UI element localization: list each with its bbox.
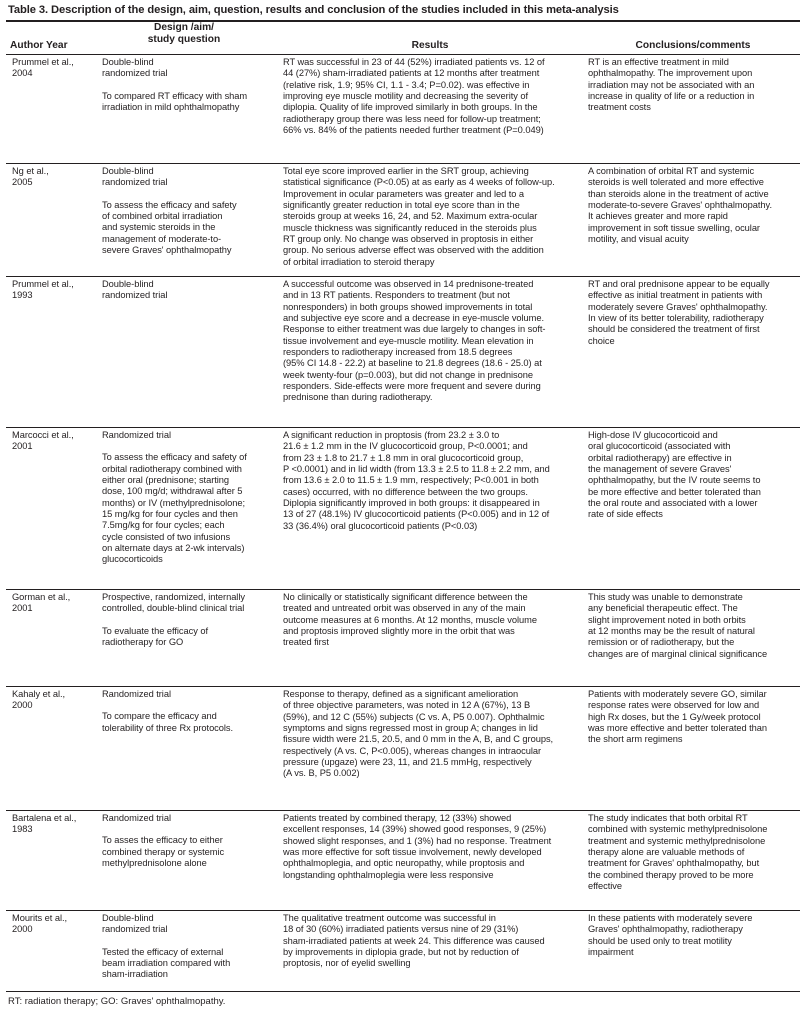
design-line: Double-blind	[102, 913, 154, 923]
design-line: Randomized trial	[102, 430, 171, 440]
results-cell	[283, 913, 579, 970]
results-line: statistical significance (P<0.05) at as early as 4 weeks of follow-up.	[283, 177, 555, 188]
conclusions-line: motility, and visual acuity	[588, 234, 689, 245]
conclusions-line: was more effective and better tolerated than	[588, 723, 768, 734]
results-line: week twenty-four (p=0.003), but did not change in prednisone	[283, 369, 533, 380]
header-rule	[6, 54, 800, 55]
aim-line: radiotherapy for GO	[102, 637, 184, 648]
conclusions-line: ophthalmopathy, but the IV route seems to	[588, 475, 761, 486]
header-conclusions: Conclusions/comments	[635, 40, 751, 51]
results-line: nonresponders) in both groups showed improvements in total	[283, 301, 533, 312]
aim-line: dose, 100 mg/d; withdrawal after 5	[102, 486, 243, 497]
design-aim-cell	[102, 813, 284, 869]
results-cell	[283, 57, 579, 136]
aim-line: tolerability of three Rx protocols.	[102, 722, 234, 733]
aim-line: severe Graves' ophthalmopathy	[102, 245, 232, 256]
results-line: improving eye muscle motility and decreasing the severity of	[283, 91, 529, 102]
results-line: 66% vs. 84% of the patients needed further treatment (P=0.049)	[283, 125, 544, 136]
results-cell	[283, 166, 579, 268]
conclusions-line: ophthalmopathy. The improvement upon	[588, 68, 753, 79]
header-design-line2: study question	[147, 34, 221, 45]
author-year-line: 1983	[12, 824, 33, 835]
design-aim-cell	[102, 913, 284, 981]
aim-line: glucocorticoids	[102, 554, 163, 565]
results-line: Patients treated by combined therapy, 12 (33%) showed	[283, 813, 512, 823]
results-line: diplopia. Quality of life improved similarly in both groups. In the	[283, 102, 538, 113]
results-line: RT was successful in 23 of 44 (52%) irradiated patients vs. 12 of	[283, 57, 545, 67]
design-line: Prospective, randomized, internally	[102, 592, 245, 602]
author-year-cell	[12, 279, 96, 302]
row-divider	[6, 276, 800, 277]
conclusions-line: response rates were observed for low and	[588, 700, 760, 711]
aim-line: of combined orbital irradiation	[102, 211, 223, 222]
results-line: and in 13 RT patients. Responders to treatment (but not	[283, 290, 510, 301]
author-year-cell	[12, 166, 96, 189]
cell-spacer	[102, 936, 284, 947]
conclusions-line: therapy alone are valuable methods of	[588, 847, 745, 858]
header-design-line1: Design /aim/	[153, 22, 214, 33]
cell-spacer	[102, 189, 284, 200]
author-year-line: Kahaly et al.,	[12, 689, 66, 699]
results-line: proptosis, nor of eyelid swelling	[283, 958, 411, 969]
header-results: Results	[411, 40, 449, 51]
author-year-line: Marcocci et al.,	[12, 430, 74, 440]
aim-line: either oral (prednisone; starting	[102, 475, 230, 486]
cell-spacer	[102, 824, 284, 835]
conclusions-line: should be considered the treatment of first	[588, 324, 760, 335]
conclusions-line: moderate-to-severe Graves' ophthalmopathy.	[588, 200, 772, 211]
design-line: randomized trial	[102, 177, 168, 188]
results-line: of orbital irradiation to steroid therapy	[283, 256, 435, 267]
conclusions-line: choice	[588, 335, 615, 346]
results-line: by improvements in diplopia grade, but not by reduction of	[283, 947, 519, 958]
results-line: significantly greater reduction in total eye score than in the	[283, 200, 520, 211]
conclusions-line: rate of side effects	[588, 509, 663, 520]
conclusions-cell	[588, 813, 800, 892]
design-aim-cell	[102, 57, 284, 113]
results-line: from 23 ± 1.8 to 21.7 ± 1.8 mm in oral glucocorticoid group,	[283, 452, 524, 463]
conclusions-line: In these patients with moderately severe	[588, 913, 753, 923]
conclusions-line: High-dose IV glucocorticoid and	[588, 430, 718, 440]
results-line: Improvement in ocular parameters was greater and led to a	[283, 188, 525, 199]
author-year-line: 2000	[12, 924, 33, 935]
results-line: pressure (upgaze) were 23, 11, and 21.5 mmHg, respectively	[283, 757, 532, 768]
author-year-cell	[12, 592, 96, 615]
row-divider	[6, 427, 800, 428]
design-aim-cell	[102, 592, 284, 648]
conclusions-cell	[588, 279, 800, 347]
aim-line: 15 mg/kg for four cycles and then	[102, 509, 238, 520]
conclusions-line: Graves' ophthalmopathy, radiotherapy	[588, 924, 743, 935]
aim-line: To evaluate the efficacy of	[102, 625, 208, 636]
design-line: randomized trial	[102, 68, 168, 79]
aim-line: methylprednisolone alone	[102, 858, 207, 869]
aim-line: combined therapy or systemic	[102, 846, 225, 857]
author-year-line: 2000	[12, 700, 33, 711]
aim-line: irradiation in mild ophthalmopathy	[102, 102, 240, 113]
conclusions-cell	[588, 592, 800, 660]
conclusions-line: RT and oral prednisone appear to be equally	[588, 279, 770, 289]
conclusions-line: oral glucocorticoid (associated with	[588, 441, 731, 452]
design-line: Double-blind	[102, 57, 154, 67]
results-line: (59%), and 12 C (55%) subjects (C vs. A, P5 0.007). Ophthalmic	[283, 711, 545, 722]
conclusions-cell	[588, 166, 800, 245]
results-line: Response to either treatment was due largely to changes in soft-	[283, 324, 546, 335]
author-year-line: Prummel et al.,	[12, 279, 74, 289]
aim-line: To assess the efficacy and safety of	[102, 452, 247, 463]
design-aim-cell	[102, 689, 284, 734]
conclusions-line: improvement in soft tissue swelling, ocular	[588, 222, 760, 233]
results-cell	[283, 689, 579, 780]
author-year-line: Mourits et al.,	[12, 913, 68, 923]
design-line: randomized trial	[102, 290, 168, 301]
conclusions-line: orbital radiotherapy) are effective in	[588, 452, 732, 463]
results-line: (A vs. B, P5 0.002)	[283, 768, 360, 779]
results-line: RT group only. No change was observed in proptosis in either	[283, 234, 534, 245]
conclusions-line: the management of severe Graves'	[588, 464, 732, 475]
results-line: and subjective eye score and a decrease in eye-muscle volume.	[283, 313, 545, 324]
conclusions-line: treatment and systemic methylprednisolone	[588, 835, 766, 846]
results-line: prednisone than during radiotherapy.	[283, 392, 433, 403]
results-line: longstanding ophthalmoplegia were less responsive	[283, 869, 494, 880]
conclusions-line: A combination of orbital RT and systemic	[588, 166, 755, 176]
results-line: A successful outcome was observed in 14 prednisone-treated	[283, 279, 534, 289]
results-line: fissure width were 21.5, 20.5, and 0 mm in the A, B, and C groups,	[283, 734, 554, 745]
row-divider	[6, 589, 800, 590]
results-line: 13 of 27 (48.1%) IV glucocorticoid patients (P<0.005) and in 12 of	[283, 509, 550, 520]
results-line: (95% CI 14.8 - 22.2) at baseline to 21.8 degrees (18.6 - 25.0) at	[283, 358, 542, 369]
results-line: radiotherapy group there was less need for follow-up treatment;	[283, 113, 541, 124]
conclusions-cell	[588, 57, 800, 114]
conclusions-line: remission or of radiotherapy, but the	[588, 637, 735, 648]
cell-spacer	[102, 441, 284, 452]
results-line: (relative risk, 1.9; 95% CI, 1.1 - 3.4; P=0.02). was effective in	[283, 79, 530, 90]
results-line: Response to therapy, defined as a significant amelioration	[283, 689, 519, 699]
results-line: showed slight responses, and 1 (3%) had no response. Treatment	[283, 835, 552, 846]
conclusions-line: changes are of marginal clinical significance	[588, 648, 768, 659]
results-line: group. No serious adverse effect was observed with the addition	[283, 245, 544, 256]
cell-spacer	[102, 80, 284, 91]
conclusions-line: effective as initial treatment in patients with	[588, 290, 763, 301]
conclusions-line: any beneficial therapeutic effect. The	[588, 603, 738, 614]
author-year-line: Ng et al.,	[12, 166, 49, 176]
cell-spacer	[102, 615, 284, 626]
conclusions-line: increase in quality of life or a reduction in	[588, 91, 755, 102]
conclusions-line: high Rx doses, but the 1 Gy/week protocol	[588, 711, 761, 722]
results-line: Diplopia significantly improved in both groups: it disappeared in	[283, 498, 540, 509]
author-year-line: 2004	[12, 68, 33, 79]
author-year-cell	[12, 913, 96, 936]
conclusions-line: It achieves greater and more rapid	[588, 211, 728, 222]
aim-line: 7.5mg/kg for four cycles; each	[102, 520, 225, 531]
conclusions-line: In view of its better tolerability, radiotherapy	[588, 313, 764, 324]
results-line: treated and untreated orbit was observed in any of the main	[283, 603, 526, 614]
conclusions-line: the short arm regimens	[588, 734, 683, 745]
conclusions-line: effective	[588, 881, 623, 892]
results-line: A significant reduction in proptosis (from 23.2 ± 3.0 to	[283, 430, 500, 440]
results-cell	[283, 592, 579, 649]
results-cell	[283, 430, 579, 532]
results-line: P <0.0001) and in lid width (from 13.3 ± 2.5 to 11.8 ± 2.2 mm, and	[283, 464, 550, 475]
bottom-rule	[6, 991, 800, 992]
conclusions-cell	[588, 913, 800, 958]
aim-line: To assess the efficacy and safety	[102, 199, 237, 210]
conclusions-line: irradiation may not be associated with an	[588, 79, 755, 90]
results-line: ophthalmoplegia, and optic neuropathy, while proptosis and	[283, 858, 525, 869]
results-line: and proptosis improved slightly more in the orbit that was	[283, 626, 515, 637]
aim-line: sham-irradiation	[102, 969, 168, 980]
conclusions-line: combined with systemic methylprednisolone	[588, 824, 768, 835]
row-divider	[6, 910, 800, 911]
aim-line: orbital radiotherapy combined with	[102, 463, 242, 474]
results-line: from 13.6 ± 2.0 to 11.5 ± 1.9 mm, respectively; P<0.001 in both	[283, 475, 539, 486]
design-aim-cell	[102, 279, 284, 302]
results-line: excellent responses, 14 (39%) showed good responses, 9 (25%)	[283, 824, 547, 835]
conclusions-line: steroids is well tolerated and more effective	[588, 177, 764, 188]
aim-line: cycle consisted of two infusions	[102, 531, 231, 542]
row-divider	[6, 810, 800, 811]
design-aim-cell	[102, 166, 284, 256]
author-year-line: Bartalena et al.,	[12, 813, 77, 823]
results-line: The qualitative treatment outcome was successful in	[283, 913, 496, 923]
conclusions-line: should be used only to treat motility	[588, 935, 732, 946]
results-line: 33 (36.4%) oral glucocorticoid patients (P<0.03)	[283, 520, 478, 531]
author-year-cell	[12, 689, 96, 712]
header-design	[102, 22, 266, 46]
aim-line: To asses the efficacy to either	[102, 835, 223, 846]
author-year-line: 1993	[12, 290, 33, 301]
conclusions-line: treatment for Graves' ophthalmopathy, but	[588, 858, 760, 869]
results-line: of three objective parameters, was noted in 12 A (67%), 13 B	[283, 700, 531, 711]
author-year-line: Prummel et al.,	[12, 57, 74, 67]
results-line: muscle thickness was significantly reduced in the steroids plus	[283, 222, 537, 233]
conclusions-line: The study indicates that both orbital RT	[588, 813, 748, 823]
results-line: 21.6 ± 1.2 mm in the IV glucocorticoid group, P<0.0001; and	[283, 441, 528, 452]
results-line: respectively (A vs. C, P<0.005), whereas changes in intraocular	[283, 745, 542, 756]
author-year-line: 2001	[12, 441, 33, 452]
design-line: Double-blind	[102, 166, 154, 176]
conclusions-line: the oral route and associated with a lower	[588, 498, 758, 509]
results-line: steroids group at weeks 16, 24, and 52. Maximum extra-ocular	[283, 211, 538, 222]
author-year-cell	[12, 813, 96, 836]
results-line: was more effective for soft tissue involvement, newly developed	[283, 847, 542, 858]
results-line: Total eye score improved earlier in the SRT group, achieving	[283, 166, 529, 176]
conclusions-line: RT is an effective treatment in mild	[588, 57, 729, 67]
design-line: Randomized trial	[102, 689, 171, 699]
results-line: responders. Side-effects were more frequent and severe during	[283, 381, 541, 392]
aim-line: months) or IV (methylprednisolone;	[102, 497, 245, 508]
table-caption: Table 3. Description of the design, aim, question, results and conclusion of the studies included in this meta-analysis	[8, 4, 619, 16]
conclusions-cell	[588, 430, 800, 521]
results-line: symptoms and signs regressed most in group A; changes in lid	[283, 723, 538, 734]
design-line: Randomized trial	[102, 813, 171, 823]
aim-line: beam irradiation compared with	[102, 958, 231, 969]
aim-line: To compare the efficacy and	[102, 711, 217, 722]
conclusions-line: Patients with moderately severe GO, similar	[588, 689, 767, 699]
conclusions-line: treatment costs	[588, 102, 651, 113]
design-aim-cell	[102, 430, 284, 566]
conclusions-line: impairment	[588, 947, 634, 958]
aim-line: To compared RT efficacy with sham	[102, 90, 248, 101]
results-line: cases) occurred, with no difference between the two groups.	[283, 486, 528, 497]
conclusions-line: moderately severe Graves' ophthalmopathy.	[588, 301, 768, 312]
design-line: controlled, double-blind clinical trial	[102, 603, 245, 614]
cell-spacer	[102, 700, 284, 711]
conclusions-cell	[588, 689, 800, 746]
results-line: tissue involvement and eye-muscle motility. Mean elevation in	[283, 335, 534, 346]
aim-line: on alternate days at 2-wk intervals)	[102, 543, 245, 554]
design-line: Double-blind	[102, 279, 154, 289]
table-footnote: RT: radiation therapy; GO: Graves' ophthalmopathy.	[8, 996, 226, 1007]
conclusions-line: at 12 months may be the result of natural	[588, 626, 755, 637]
results-line: responders to radiotherapy increased from 18.5 degrees	[283, 347, 513, 358]
conclusions-line: slight improvement noted in both orbits	[588, 614, 746, 625]
aim-line: Tested the efficacy of external	[102, 946, 224, 957]
row-divider	[6, 163, 800, 164]
results-line: 18 of 30 (60%) irradiated patients versus nine of 29 (31%)	[283, 924, 519, 935]
aim-line: and systemic steroids in the	[102, 222, 216, 233]
author-year-line: 2001	[12, 603, 33, 614]
conclusions-line: the combined therapy proved to be more	[588, 869, 754, 880]
header-author-year: Author Year	[10, 40, 68, 51]
author-year-cell	[12, 57, 96, 80]
author-year-line: Gorman et al.,	[12, 592, 71, 602]
results-line: sham-irradiated patients at week 24. This difference was caused	[283, 935, 545, 946]
aim-line: management of moderate-to-	[102, 233, 222, 244]
conclusions-line: This study was unable to demonstrate	[588, 592, 743, 602]
author-year-line: 2005	[12, 177, 33, 188]
author-year-cell	[12, 430, 96, 453]
results-line: 44 (27%) sham-irradiated patients at 12 months after treatment	[283, 68, 540, 79]
results-cell	[283, 279, 579, 404]
design-line: randomized trial	[102, 924, 168, 935]
results-cell	[283, 813, 579, 881]
row-divider	[6, 686, 800, 687]
conclusions-line: than steroids alone in the treatment of active	[588, 188, 769, 199]
results-line: treated first	[283, 637, 329, 648]
results-line: No clinically or statistically significant difference between the	[283, 592, 528, 602]
results-line: outcome measures at 6 months. At 12 months, muscle volume	[283, 614, 537, 625]
conclusions-line: be more effective and better tolerated than	[588, 486, 761, 497]
